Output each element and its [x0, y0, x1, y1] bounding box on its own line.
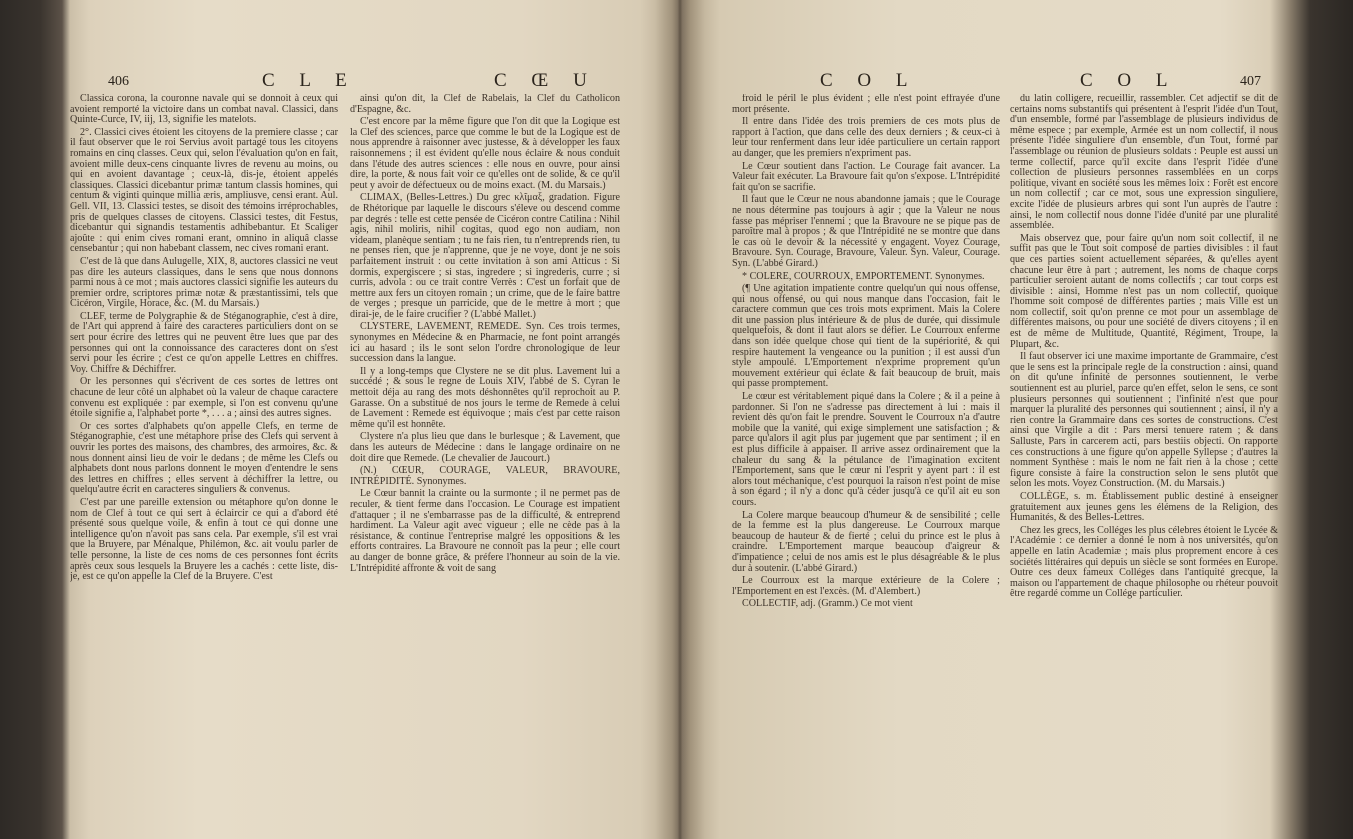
- entry-college: COLLÈGE, s. m. Établissement public destiné à enseigner gratuitement aux jeunes gens les élémens de la Religion, des Humanités, & des Belles-Lettres.: [1010, 490, 1278, 524]
- left-page-number: 406: [108, 74, 129, 89]
- paragraph: Classica corona, la couronne navale qui se donnoit à ceux qui avoient remporté la victoire dans un combat naval. Classici, dans Quinte-Curce, IV, iij, 13, signifie les matelots.: [70, 94, 338, 126]
- paragraph: Il entre dans l'idée des trois premiers de ces mots plus de rapport à l'action, que dans celle des deux derniers ; & ceux-ci à leur tour renferment dans leur idée particuliere un certain rapport au danger, que les premiers n'expriment pas.: [732, 116, 1000, 159]
- paragraph: 2°. Classici cives étoient les citoyens de la premiere classe ; car il faut observer que le roi Servius avoit partagé tous les citoyens romains en cinq classes. Ceux qui, selon l'évaluation qu'on en fait, avoient mille deux-cens cinquante livres de revenu au moins, ou qui en avoient davantage ; ceux-là, dis-je, étoient appelés classiques. Classici dicebantur primæ tantum classis homines, qui centum & viginti quinque millia æris, ampliusve, censi erant. Aul. Gell. VII, 13. Classici testes, se disoit des témoins irréprochables, pris de quelques classes de citoyens. Classici testes, dit Festus, dicebantur qui signandis testamentis adhibebantur. Et Scaliger ajoûte : qui enim cives romani erant, omnino in aliquâ classe censebantur ; qui non habebant classem, nec cives romani erant.: [70, 126, 338, 255]
- entry-collectif: COLLECTIF, adj. (Gramm.) Ce mot vient: [742, 598, 913, 610]
- entry-coeur: (N.) CŒUR, COURAGE, VALEUR, BRAVOURE, INTRÉPIDITÉ. Synonymes.: [350, 465, 620, 487]
- right-head-word-1: C O L: [820, 70, 918, 91]
- paragraph: C'est par une pareille extension ou métaphore qu'on donne le nom de Clef à tout ce qui sert à éclaircir ce qui a d'abord été présenté sous quelque voile, & enfin à tout ce qui donne une intelligence qu'on n'avoit pas sans cela. Par exemple, s'il est vrai que la Bruyere, par Ménalque, Philémon, &c. ait voulu parler de telle personne, la liste de ces noms de ces personnes font écrits après ceux sous lesquels la Bruyere les a cachés : cette liste, dis-je, est ce qu'on appelle la Clef de la Bruyere. C'est: [70, 496, 338, 583]
- paragraph: Mais observez que, pour faire qu'un nom soit collectif, il ne suffit pas que le Tout soit composé de parties divisibles : il faut que ces parties soient actuellement séparées, & qu'elles ayent chacune leur être à part ; autrement, les noms de chaque corps particulier seroient autant de noms collectifs ; car tout corps est divisible : ainsi, Homme n'est pas un nom collectif, quoique l'homme soit composé de différentes parties ; mais Ville est un nom collectif, soit qu'on prenne ce mot pour un assemblage de différentes maisons, ou pour une société de divers citoyens ; il en est de même de Multitude, Quantité, Régiment, Troupe, la Plupart, &c.: [1010, 232, 1278, 350]
- paragraph: Le Cœur soutient dans l'action. Le Courage fait avancer. La Valeur fait exécuter. La Bravoure fait qu'on s'expose. L'Intrépidité fait qu'on se sacrifie.: [732, 160, 1000, 193]
- paragraph: Il y a long-temps que Clystere ne se dit plus. Lavement lui a succédé ; & sous le regne de Louis XIV, l'abbé de S. Cyran le mettoit déja au rang des mots déshonnêtes qu'il reprochoit au P. Garasse. On a substitué de nos jours le terme de Remede à celui de Lavement : Remede est équivoque ; mais c'est par cette raison même qu'il est honnête.: [350, 365, 620, 430]
- left-head-word-2: C Œ U: [494, 70, 597, 91]
- paragraph: Chez les grecs, les Colléges les plus célebres étoient le Lycée & l'Académie : ce dernier a donné le nom à nos universités, qu'on appelle en latin Academiæ ; mais plus proprement encore à ces sociétés littéraires qui depuis un siècle se sont formées en Europe. Outre ces deux fameux Colléges dans l'antiquité grecque, la maison ou l'appartement de chaque philosophe ou rhéteur pouvoit être regardé comme un Collége particulier.: [1010, 524, 1278, 600]
- paragraph: froid le péril le plus évident ; elle n'est point effrayée d'une mort présente.: [732, 94, 1000, 115]
- paragraph: C'est encore par la même figure que l'on dit que la Logique est la Clef des sciences, parce que comme le but de la Logique est de nous apprendre à raisonner avec justesse, & à développer les faux raisonnemens ; il est évident qu'elle nous éclaire & nous conduit dans l'étude des autres sciences : elle nous en ouvre, pour ainsi dire, la porte, & nous fait voir ce qu'elles ont de solide, & ce qu'il peut y avoir de défectueux ou de moins exact. (M. du Marsais.): [350, 116, 620, 191]
- paragraph: Le Courroux est la marque extérieure de la Colere ; l'Emportement en est l'excès. (M. d'Alembert.): [732, 575, 1000, 597]
- left-running-head: [62, 70, 680, 94]
- right-head-word-2: C O L: [1080, 70, 1178, 91]
- right-page: [680, 0, 1295, 839]
- paragraph: Or les personnes qui s'écrivent de ces sortes de lettres ont chacune de leur côté un alphabet où la valeur de chaque caractere convenu est expliquée : par exemple, si l'on est convenu qu'une étoile signifie a, l'alphabet porte *, . . . a ; ainsi des autres signes.: [70, 376, 338, 420]
- entry-clef: CLEF, terme de Polygraphie & de Stéganographie, c'est à dire, de l'Art qui apprend à faire des caracteres particuliers dont on se sert pour écrire des lettres qui ne peuvent être lues que par des personnes qui ont la connoissance des caracteres dont on s'est servi pour les écrire ; c'est ce qu'on appelle Lettres en chiffres. Voy. Chiffre & Déchiffrer.: [70, 310, 338, 375]
- paragraph: Or ces sortes d'alphabets qu'on appelle Clefs, en terme de Stéganographie, c'est une métaphore prise des Clefs qui servent à ouvrir les portes des maisons, des chambres, des armoires, &c. & nous donnent ainsi lieu de voir le dedans ; de même les Clefs ou alphabets dont nous parlons donnent le moyen d'entendre le sens des lettres en chiffres ; elles servent à déchiffrer la lettre, ou quelqu'autre écrit en caracteres singuliers & convenus.: [70, 420, 338, 496]
- paragraph: ainsi qu'on dit, la Clef de Rabelais, la Clef du Catholicon d'Espagne, &c.: [350, 94, 620, 115]
- right-page-column-1: [732, 94, 1000, 796]
- left-page-column-2: [350, 94, 620, 796]
- entry-clystere: CLYSTERE, LAVEMENT, REMEDE. Syn. Ces trois termes, synonymes en Médecine & en Pharmacie, ne font point arrangés ici au hasard ; ils le sont selon l'ordre chronologique de leur succession dans la langue.: [350, 321, 620, 365]
- right-running-head: [680, 70, 1295, 94]
- paragraph: (¶ Une agitation impatiente contre quelqu'un qui nous offense, qui nous offensé, ou qui nous manque dans l'occasion, fait le caractere commun que ces trois mots expriment. Mais la Colere dit une passion plus intérieure & de plus de durée, qui dissimule quelquefois, & dont il faut alors se défier. Le Courroux enferme dans son idée quelque chose qui tient de la supériorité, & qui respire hautement la vengeance ou la punition ; il est aussi d'un style ampoulé. L'Emportement n'exprime proprement qu'un mouvement extérieur qui éclate & fait beaucoup de bruit, mais qui passe promptement.: [732, 283, 1000, 390]
- right-page-column-2: [1010, 94, 1278, 796]
- paragraph: La Colere marque beaucoup d'humeur & de sensibilité ; celle de la femme est la plus dangereuse. Le Courroux marque beaucoup de hauteur & de fierté ; celui du prince est le plus à craindre. L'Emportement marque beaucoup d'aigreur & d'impatience ; celui de nos amis est le plus désagréable & le plus dur à soutenir. (L'abbé Girard.): [732, 509, 1000, 574]
- paragraph: Clystere n'a plus lieu que dans le burlesque ; & Lavement, que dans les auteurs de Médecine : dans le langage ordinaire on ne doit dire que Remede. (Le chevalier de Jaucourt.): [350, 431, 620, 464]
- paragraph: Il faut que le Cœur ne nous abandonne jamais ; que le Courage ne nous détermine pas toujours à agir ; que la Valeur ne nous fasse pas mépriser l'ennemi ; que la Bravoure ne se pique pas de paroître mal à propos ; & que l'Intrépidité ne se montre que dans le cas où le devoir & la nécessité y engagent. Voyez Courage, Bravoure. Syn. Courage, Bravoure, Valeur. Syn. Valeur, Courage. Syn. (L'abbé Girard.): [732, 194, 1000, 269]
- paragraph: Le cœur est véritablement piqué dans la Colere ; & il a peine à pardonner. Si l'on ne s'adresse pas directement à lui : mais il revient dès qu'on fait le prendre. Souvent le Courroux n'a d'autre mobile que la vanité, qui exige simplement une satisfaction ; & parce qu'alors il agit plus par jugement que par sentiment ; il en est plus difficile à appaiser. Il arrive assez ordinairement que la chaleur du sang & la pétulance de l'imagination excitent l'Emportement, sans que le cœur ni l'esprit y ayent part : il est alors tout méchanique, c'est pourquoi la raison n'est point de mise à son égard ; il n'y a donc qu'à céder jusqu'à ce qu'il ait eu son cours.: [732, 391, 1000, 508]
- paragraph: Le Cœur bannit la crainte ou la surmonte ; il ne permet pas de reculer, & tient ferme dans l'occasion. Le Courage est impatient d'attaquer ; il ne s'embarrasse pas de la difficulté, & entreprend hardiment. La Valeur agit avec vigueur ; elle ne cède pas à la résistance, & continue l'entreprise malgré les oppositions & les efforts contraires. La Bravoure ne connoît pas la peur ; elle court au danger de bonne grâce, & préfere l'honneur au soin de la vie. L'Intrépidité affronte & voit de sang: [350, 488, 620, 574]
- entry-climax: CLIMAX, (Belles-Lettres.) Du grec κλῖμαξ, gradation. Figure de Rhétorique par laquelle le discours s'éleve ou descend comme par degrés : telle est cette pensée de Cicéron contre Catilina : Nihil agis, nihil moliris, nihil cogitas, quod ego non audiam, non videam, planèque sentiam ; tu ne fais rien, tu n'entreprends rien, tu ne penses rien, que je n'apprenne, que je ne voye, dont je ne sois parfaitement instruit : ou cette invitation à son ami Atticus : Si dormis, expergiscere ; si stas, ingredere ; si ingrederis, curre ; si curris, advola : ou ce trait contre Verrès : C'est un forfait que de mettre aux fers un citoyen romain ; un crime, que de le faire battre de verges ; presque un parricide, que de le mettre à mort ; que dirai-je, de le faire crucifier ? (L'abbé Mallet.): [350, 192, 620, 320]
- left-page-column-1: [70, 94, 338, 796]
- paragraph: Il faut observer ici une maxime importante de Grammaire, c'est que le sens est la principale regle de la construction : ainsi, quand on dit qu'une infinité de personnes soutiennent, le verbe soutiennent est au pluriel, parce qu'en effet, selon le sens, ce sont plusieurs personnes qui soutiennent ; l'infinité n'est que pour marquer la pluralité des personnes qui soutiennent ; ainsi, il n'y a rien contre la Grammaire dans ces sortes de constructions. C'est ainsi que Virgile a dit : Pars mersi tenuere ratem ; & dans Salluste, Pars in carcerem acti, pars bestiis objecti. On rapporte ces constructions à une figure qu'on appelle Syllepse ; d'autres la nomment Synthèse : mais le nom ne fait rien à la chose ; cette figure consiste à faire la construction selon le sens plutôt que selon les mots. Voyez Construction. (M. du Marsais.): [1010, 351, 1278, 490]
- left-page: [62, 0, 680, 839]
- entry-colere: * COLERE, COURROUX, EMPORTEMENT. Synonymes.: [742, 270, 985, 282]
- right-page-number: 407: [1240, 74, 1261, 89]
- paragraph: C'est de là que dans Aulugelle, XIX, 8, auctores classici ne veut pas dire les auteurs classiques, dans le sens que nous donnons parmi nous à ce mot ; mais auctores classici signifie les auteurs du premier ordre, scriptores primæ notæ & præstantissimi, tels que Cicéron, Virgile, Horace, &c. (M. du Marsais.): [70, 255, 338, 310]
- paragraph: du latin colligere, recueillir, rassembler. Cet adjectif se dit de certains noms substantifs qui présentent à l'esprit l'idée d'un Tout, d'un ensemble, formé par l'assemblage de plusieurs individus de même espece ; par exemple, Armée est un nom collectif, il nous présente l'idée singuliere d'un ensemble, d'un Tout, formé par l'assemblage ou réunion de plusieurs soldats : Peuple est aussi un terme collectif, parce qu'il excite dans l'esprit l'idée d'une collection de plusieurs personnes rassemblées en un corps politique, vivant en société sous les mêmes loix : Forêt est encore un nom collectif ; car ce mot, sous une expression singuliere, excite l'idée de plusieurs arbres qui sont l'un auprès de l'autre : ainsi, le nom collectif nous donne l'idée d'unité par une pluralité assemblée.: [1010, 94, 1278, 232]
- left-head-word-1: C L E: [262, 70, 357, 91]
